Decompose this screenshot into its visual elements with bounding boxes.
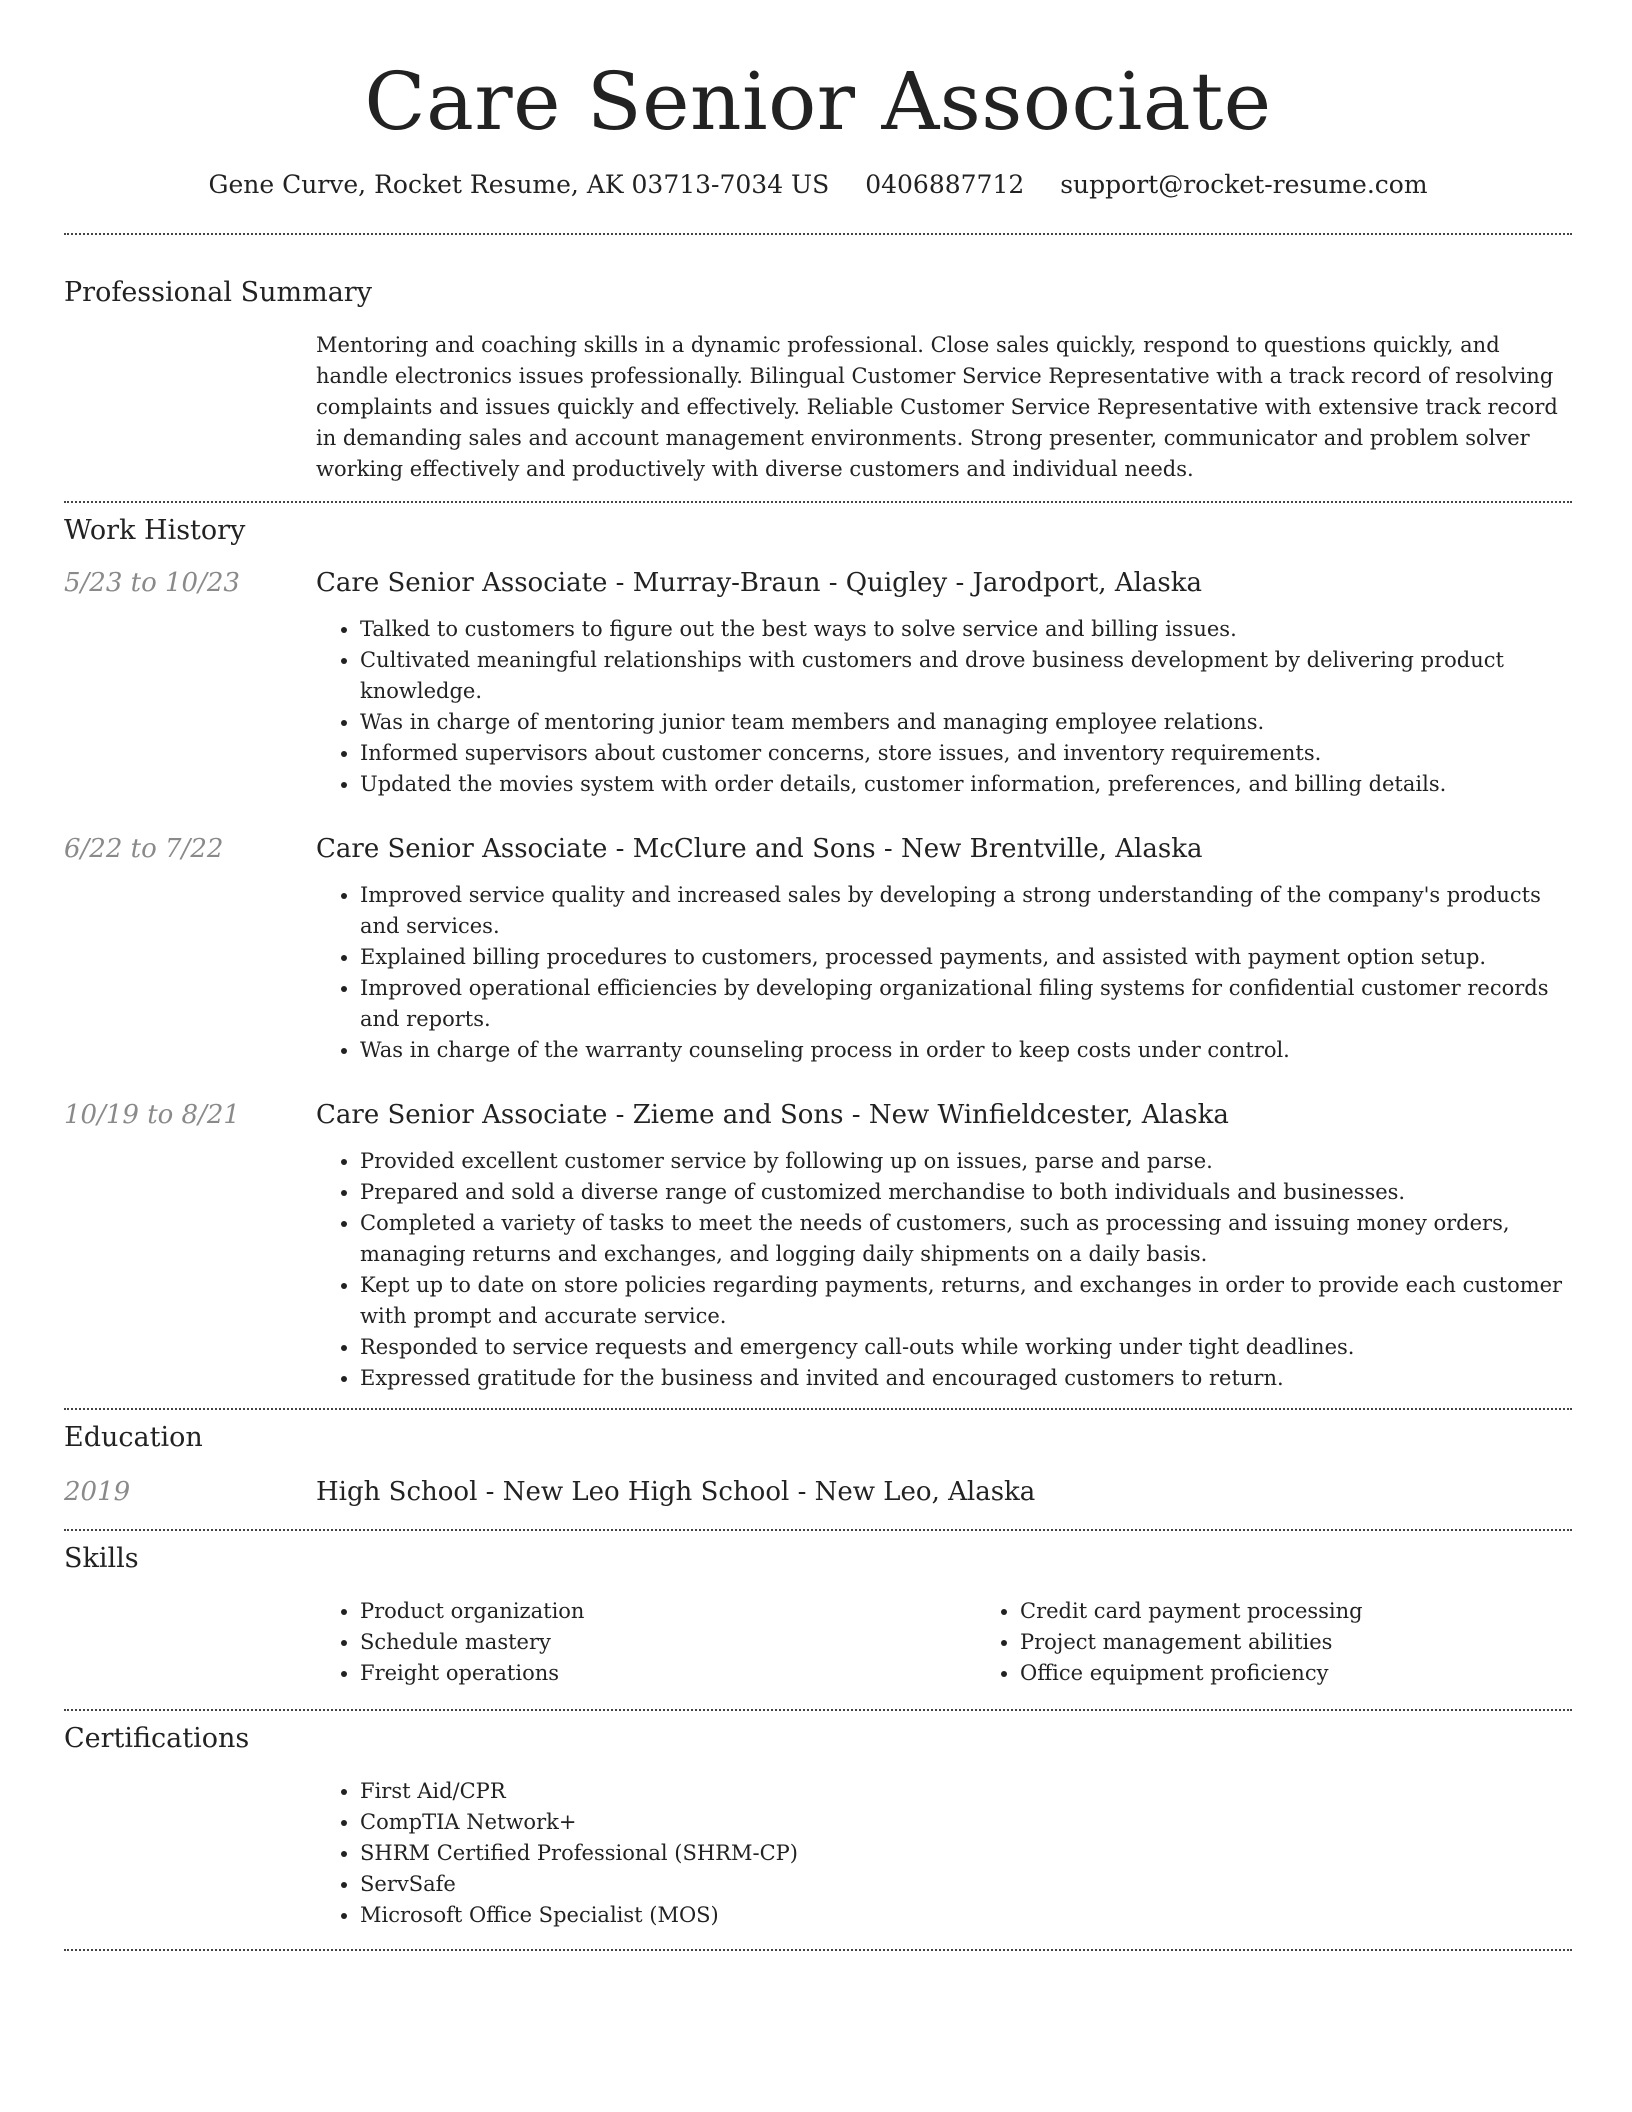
list-item: • Updated the movies system with order details, customer information, preferences, and billing details.	[360, 769, 1572, 800]
education-entry	[64, 1477, 1572, 1507]
divider	[64, 1408, 1572, 1410]
section-title-certifications: Certifications	[64, 1723, 250, 1754]
skills-row	[64, 1596, 1572, 1689]
list-item: • Talked to customers to figure out the best ways to solve service and billing issues.	[360, 614, 1572, 645]
work-history-list	[64, 568, 1572, 1394]
list-item: • Explained billing procedures to customers, processed payments, and assisted with payment option setup.	[360, 942, 1572, 973]
list-item: • Was in charge of the warranty counseling process in order to keep costs under control.	[360, 1035, 1572, 1066]
job-dates: 5/23 to 10/23	[64, 568, 240, 598]
list-item: • First Aid/CPR	[360, 1776, 1572, 1807]
list-item: • Completed a variety of tasks to meet the needs of customers, such as processing and issuing money orders, managing returns and exchanges, and logging daily shipments on a daily basis.	[360, 1208, 1572, 1270]
summary-row	[64, 330, 1572, 485]
certifications-spacer	[64, 1776, 316, 1931]
job-heading: Care Senior Associate - McClure and Sons - New Brentville, Alaska	[316, 834, 1203, 864]
certifications-row	[64, 1776, 1572, 1931]
resume-name: Care Senior Associate	[364, 55, 1272, 148]
list-item: • Cultivated meaningful relationships with customers and drove business development by delivering product knowledge.	[360, 645, 1572, 707]
resume-page	[64, 0, 1572, 1951]
education-year: 2019	[64, 1477, 131, 1507]
list-item: • ServSafe	[360, 1869, 1572, 1900]
list-item: • Kept up to date on store policies regarding payments, returns, and exchanges in order to provide each customer with prompt and accurate service.	[360, 1270, 1572, 1332]
job-bullets	[316, 880, 1572, 1066]
divider	[64, 233, 1572, 235]
job-bullets	[316, 614, 1572, 800]
list-item: • Improved service quality and increased sales by developing a strong understanding of the company's products and services.	[360, 880, 1572, 942]
divider	[64, 1949, 1572, 1951]
list-item: • Was in charge of mentoring junior team members and managing employee relations.	[360, 707, 1572, 738]
list-item: • Schedule mastery	[360, 1627, 976, 1658]
list-item: • Expressed gratitude for the business and invited and encouraged customers to return.	[360, 1363, 1572, 1394]
contact-line	[64, 170, 1572, 199]
divider	[64, 1709, 1572, 1711]
section-title-summary: Professional Summary	[64, 277, 372, 308]
divider	[64, 501, 1572, 503]
contact-address: Gene Curve, Rocket Resume, AK 03713-7034 US	[208, 170, 830, 199]
list-item: • Improved operational efficiencies by developing organizational filing systems for confidential customer records and reports.	[360, 973, 1572, 1035]
contact-email: support@rocket-resume.com	[1060, 170, 1428, 199]
list-item: • Credit card payment processing	[1020, 1596, 1632, 1627]
certifications-list-wrap	[316, 1776, 1572, 1931]
divider	[64, 1529, 1572, 1531]
job-details	[316, 568, 1572, 800]
job-dates: 6/22 to 7/22	[64, 834, 224, 864]
job-entry	[64, 568, 1572, 800]
list-item: • Project management abilities	[1020, 1627, 1632, 1658]
summary-text: Mentoring and coaching skills in a dynamic professional. Close sales quickly, respond to questions quickly, and handle electronics issues professionally. Bilingual Customer Service Representative with a track record of resolving complaints and issues quickly and effectively. Reliable Customer Service Representative with extensive track record in demanding sales and account management environments. Strong presenter, communicator and problem solver working effectively and productively with diverse customers and individual needs.	[316, 333, 1558, 481]
list-item: • Responded to service requests and emergency call-outs while working under tight deadlines.	[360, 1332, 1572, 1363]
education-heading: High School - New Leo High School - New Leo, Alaska	[316, 1477, 1036, 1507]
skills-spacer	[64, 1596, 316, 1689]
job-details	[316, 1100, 1572, 1394]
list-item: • CompTIA Network+	[360, 1807, 1572, 1838]
list-item: • Product organization	[360, 1596, 976, 1627]
job-details	[316, 834, 1572, 1066]
section-title-education: Education	[64, 1422, 203, 1453]
job-heading: Care Senior Associate - Murray-Braun - Quigley - Jarodport, Alaska	[316, 568, 1203, 598]
list-item: • SHRM Certified Professional (SHRM-CP)	[360, 1838, 1572, 1869]
list-item: • Microsoft Office Specialist (MOS)	[360, 1900, 1572, 1931]
section-title-work: Work History	[64, 515, 246, 546]
skills-list-left	[316, 1596, 976, 1689]
job-bullets	[316, 1146, 1572, 1394]
job-entry	[64, 834, 1572, 1066]
certifications-list	[316, 1776, 1572, 1931]
summary-spacer	[64, 330, 316, 485]
list-item: • Freight operations	[360, 1658, 976, 1689]
job-heading: Care Senior Associate - Zieme and Sons - New Winfieldcester, Alaska	[316, 1100, 1229, 1130]
list-item: • Office equipment proficiency	[1020, 1658, 1632, 1689]
skills-grid	[316, 1596, 1632, 1689]
list-item: • Provided excellent customer service by following up on issues, parse and parse.	[360, 1146, 1572, 1177]
section-title-skills: Skills	[64, 1543, 139, 1574]
list-item: • Informed supervisors about customer concerns, store issues, and inventory requirements.	[360, 738, 1572, 769]
job-entry	[64, 1100, 1572, 1394]
contact-phone: 0406887712	[865, 170, 1025, 199]
list-item: • Prepared and sold a diverse range of customized merchandise to both individuals and businesses.	[360, 1177, 1572, 1208]
skills-list-right	[976, 1596, 1632, 1689]
job-dates: 10/19 to 8/21	[64, 1100, 240, 1130]
